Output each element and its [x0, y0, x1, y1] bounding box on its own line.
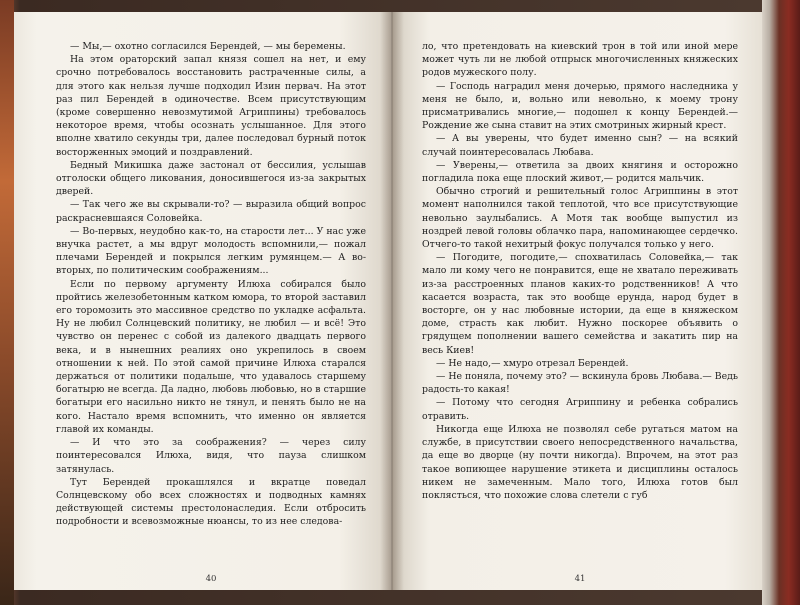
paragraph: На этом ораторский запал князя сошел на нет, и ему срочно потребовалось восстановить растраченные силы, а для этого как нельзя лучше подходил Изин первач. На этот раз пил Берендей в одиночестве. Всем присутствующим (кроме совершенно невозмутимой Агриппины) требовалось некоторое время, чтобы осознать услышанное. Для этого вполне хватило секунды три, далее последовал бурный поток восторженных эмоций и поздравлений.	[56, 54, 366, 158]
paragraph: Обычно строгий и решительный голос Агриппины в этот момент наполнился такой теплотой, что все присутствующие невольно заулыбались. А Мотя так вообще выпустил из ноздрей левой головы облачко пара, напоминающее сердечко. Отчего-то такой нехитрый фокус получался только у него.	[422, 186, 738, 251]
right-page-text	[422, 40, 738, 502]
left-page	[14, 12, 392, 590]
paragraph: — Не поняла, почему это? — вскинула бровь Любава.— Ведь радость-то какая!	[422, 371, 738, 396]
cover-edge-left	[0, 0, 14, 605]
paragraph: — Не надо,— хмуро отрезал Берендей.	[436, 357, 629, 369]
paragraph: — Погодите, погодите,— спохватилась Соловейка,— так мало ли кому чего не понравится, еще не хватало переживать из-за расстроенных планов каких-то родственников! А что касается возраста, так это вообще ерунда, народ будет в восторге, он у нас любовные истории, да еще в княжеском доме, страсть как любит. Нужно поскорее объявить о грядущем пополнении вашего семейства и закатить пир на весь Киев!	[422, 252, 738, 356]
book-gutter	[380, 12, 404, 590]
paragraph: — И что это за соображения? — через силу поинтересовался Илюха, видя, что пауза слишком затянулась.	[56, 437, 366, 475]
paragraph: — Потому что сегодня Агриппину и ребенка собрались отравить.	[422, 397, 738, 422]
paragraph: — Господь наградил меня дочерью, прямого наследника у меня не было, и, вольно или невольно, к моему трону присматривались многие,— подошел к концу Берендей.— Рождение же сына ставит на этих смотриных жирный крест.	[422, 80, 738, 132]
paragraph: — Во-первых, неудобно как-то, на старости лет... У нас уже внучка растет, а мы вдруг молодость вспомнили,— пожал плечами Берендей и покрылся легким румянцем.— А во-вторых, по политическим соображениям...	[56, 225, 366, 277]
paragraph: — Так чего же вы скрывали-то? — выразила общий вопрос раскрасневшаяся Соловейка.	[56, 199, 366, 224]
paragraph: Никогда еще Илюха не позволял себе ругаться матом на службе, в присутствии своего непосредственного начальства, да еще во дворце (ну почти никогда). Впрочем, на этот раз такое вопиющее нарушение этикета и дисциплины осталось никем не замеченным. Мало того, Илюха готов был поклясться, что похожие слова слетели с губ	[422, 423, 738, 501]
paragraph: ло, что претендовать на киевский трон в той или иной мере может чуть ли не любой отпрыск многочисленных княжеских родов мужеского полу.	[422, 41, 738, 79]
paragraph: Если по первому аргументу Илюха собирался было пройтись железобетонным катком юмора, то второй заставил его торомозить это массивное средство по укладке асфальта. Ну не любил Солнцевский политику, не любил — и всё! Это чувство он перенес с собой из далекого двадцать первого века, и в нынешних реалиях оно укрепилось в своем отношении к ней. По этой самой причине Илюха старался держаться от политики подальше, что удавалось старшему богатырю не всегда. Да ладно, любовь любовью, но в старшие богатыри его насильно никто не тянул, и пенять было не на кого. Настало время вспомнить, что именно он является главой их команды.	[56, 278, 366, 435]
paragraph: — Мы,— охотно согласился Берендей, — мы беремены.	[70, 41, 346, 52]
left-page-number: 40	[205, 574, 217, 584]
cover-edge-right	[762, 0, 800, 605]
left-page-text	[56, 40, 366, 529]
paragraph: Бедный Микишка даже застонал от бессилия, услышав отголоски общего ликования, доносившегося из-за закрытых дверей.	[56, 159, 366, 198]
paragraph: — Уверены,— ответила за двоих княгиня и осторожно погладила пока еще плоский живот,— родится мальчик.	[422, 159, 738, 185]
paragraph: Тут Берендей прокашлялся и вкратце поведал Солнцевскому обо всех сложностях и подводных камнях действующей системы престолонаследия. Если отбросить подробности и всевозможные нюансы, то из нее следова-	[56, 476, 366, 528]
right-page	[392, 12, 762, 590]
paragraph: — А вы уверены, что будет именно сын? — на всякий случай поинтересовалась Любава.	[422, 133, 738, 158]
right-page-number: 41	[574, 574, 586, 584]
